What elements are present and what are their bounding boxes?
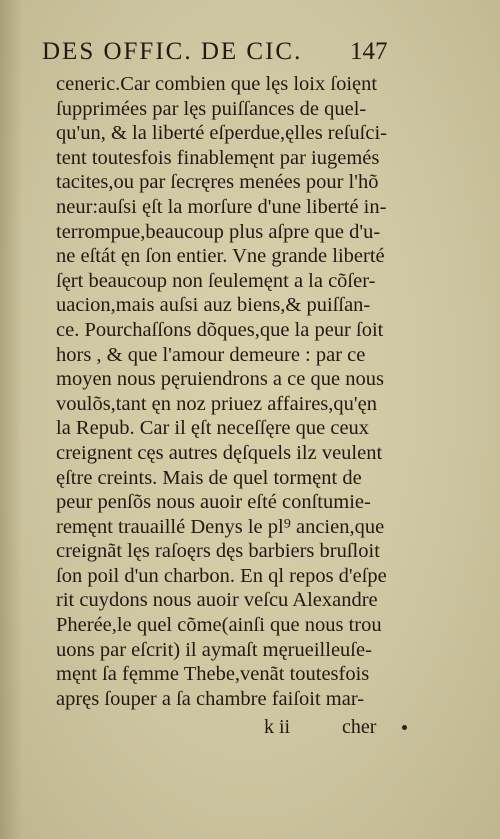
text-line: qu'un, & la liberté eſperdue,ęlles reſuſci- — [56, 122, 387, 145]
text-line: terrompue,beaucoup plus aſpre que d'u- — [56, 220, 381, 243]
signature-mark: k ii — [264, 716, 291, 738]
text-line: ne eſtát ęn ſon entier. Vne grande liberté — [56, 245, 385, 268]
text-line: ęſtre creints. Mais de quel tormęnt de — [56, 466, 362, 489]
text-line: remęnt trauaillé Denys le pl⁹ ancien,que — [56, 515, 385, 538]
text-line: ceneric.Car combien que lęs loix ſoięnt — [56, 73, 378, 95]
text-line: neur:auſsi ęſt la morſure d'une liberté in- — [56, 195, 387, 218]
page-number: 147 — [350, 38, 388, 65]
page-footer — [0, 716, 500, 744]
text-line: uacion,mais auſsi auz biens,& puiſſan- — [56, 294, 371, 317]
text-line: ſon poil d'un charbon. En ql repos d'eſpe — [56, 564, 387, 587]
body-text — [56, 72, 386, 711]
text-line: peur penſõs nous auoir eſté conſtumie- — [56, 491, 371, 514]
text-line: Pherée,le quel cõme(ainſi que nous trou — [56, 614, 382, 637]
text-line: moyen nous pęruiendrons a ce que nous — [56, 368, 384, 391]
text-line: tacites,ou par ſecręres menées pour l'hõ — [56, 171, 379, 194]
text-line: męnt ſa fęmme Thebe,venãt toutesfois — [56, 663, 370, 686]
text-line: ſęrt beaucoup non ſeulemęnt a la cõſer- — [56, 269, 376, 292]
ink-dot — [402, 725, 407, 730]
catchword: cher — [342, 716, 377, 738]
text-line: uons par eſcrit) il aymaſt męrueilleuſe- — [56, 638, 372, 661]
page-header — [0, 38, 500, 68]
text-line: ce. Pourchaſſons dõques,que la peur ſoit — [56, 318, 384, 341]
text-line: ſupprimées par lęs puiſſances de quel- — [56, 97, 367, 120]
text-line: tent toutesfois finablemęnt par iugemés — [56, 146, 380, 169]
text-line: la Repub. Car il ęſt neceſſęre que ceux — [56, 417, 370, 440]
text-line: apręs ſouper a ſa chambre faiſoit mar- — [56, 687, 365, 710]
text-line: hors , & que l'amour demeure : par ce — [56, 343, 366, 366]
text-line: creignent cęs autres dęſquels ilz veulent — [56, 441, 383, 464]
text-line: voulõs,tant ęn noz priuez affaires,qu'ęn — [56, 392, 377, 415]
text-line: rit cuydons nous auoir veſcu Alexandre — [56, 589, 378, 612]
running-head: DES OFFIC. DE CIC. — [42, 38, 303, 65]
text-line: creignãt lęs raſoęrs dęs barbiers bruſloit — [56, 540, 380, 563]
